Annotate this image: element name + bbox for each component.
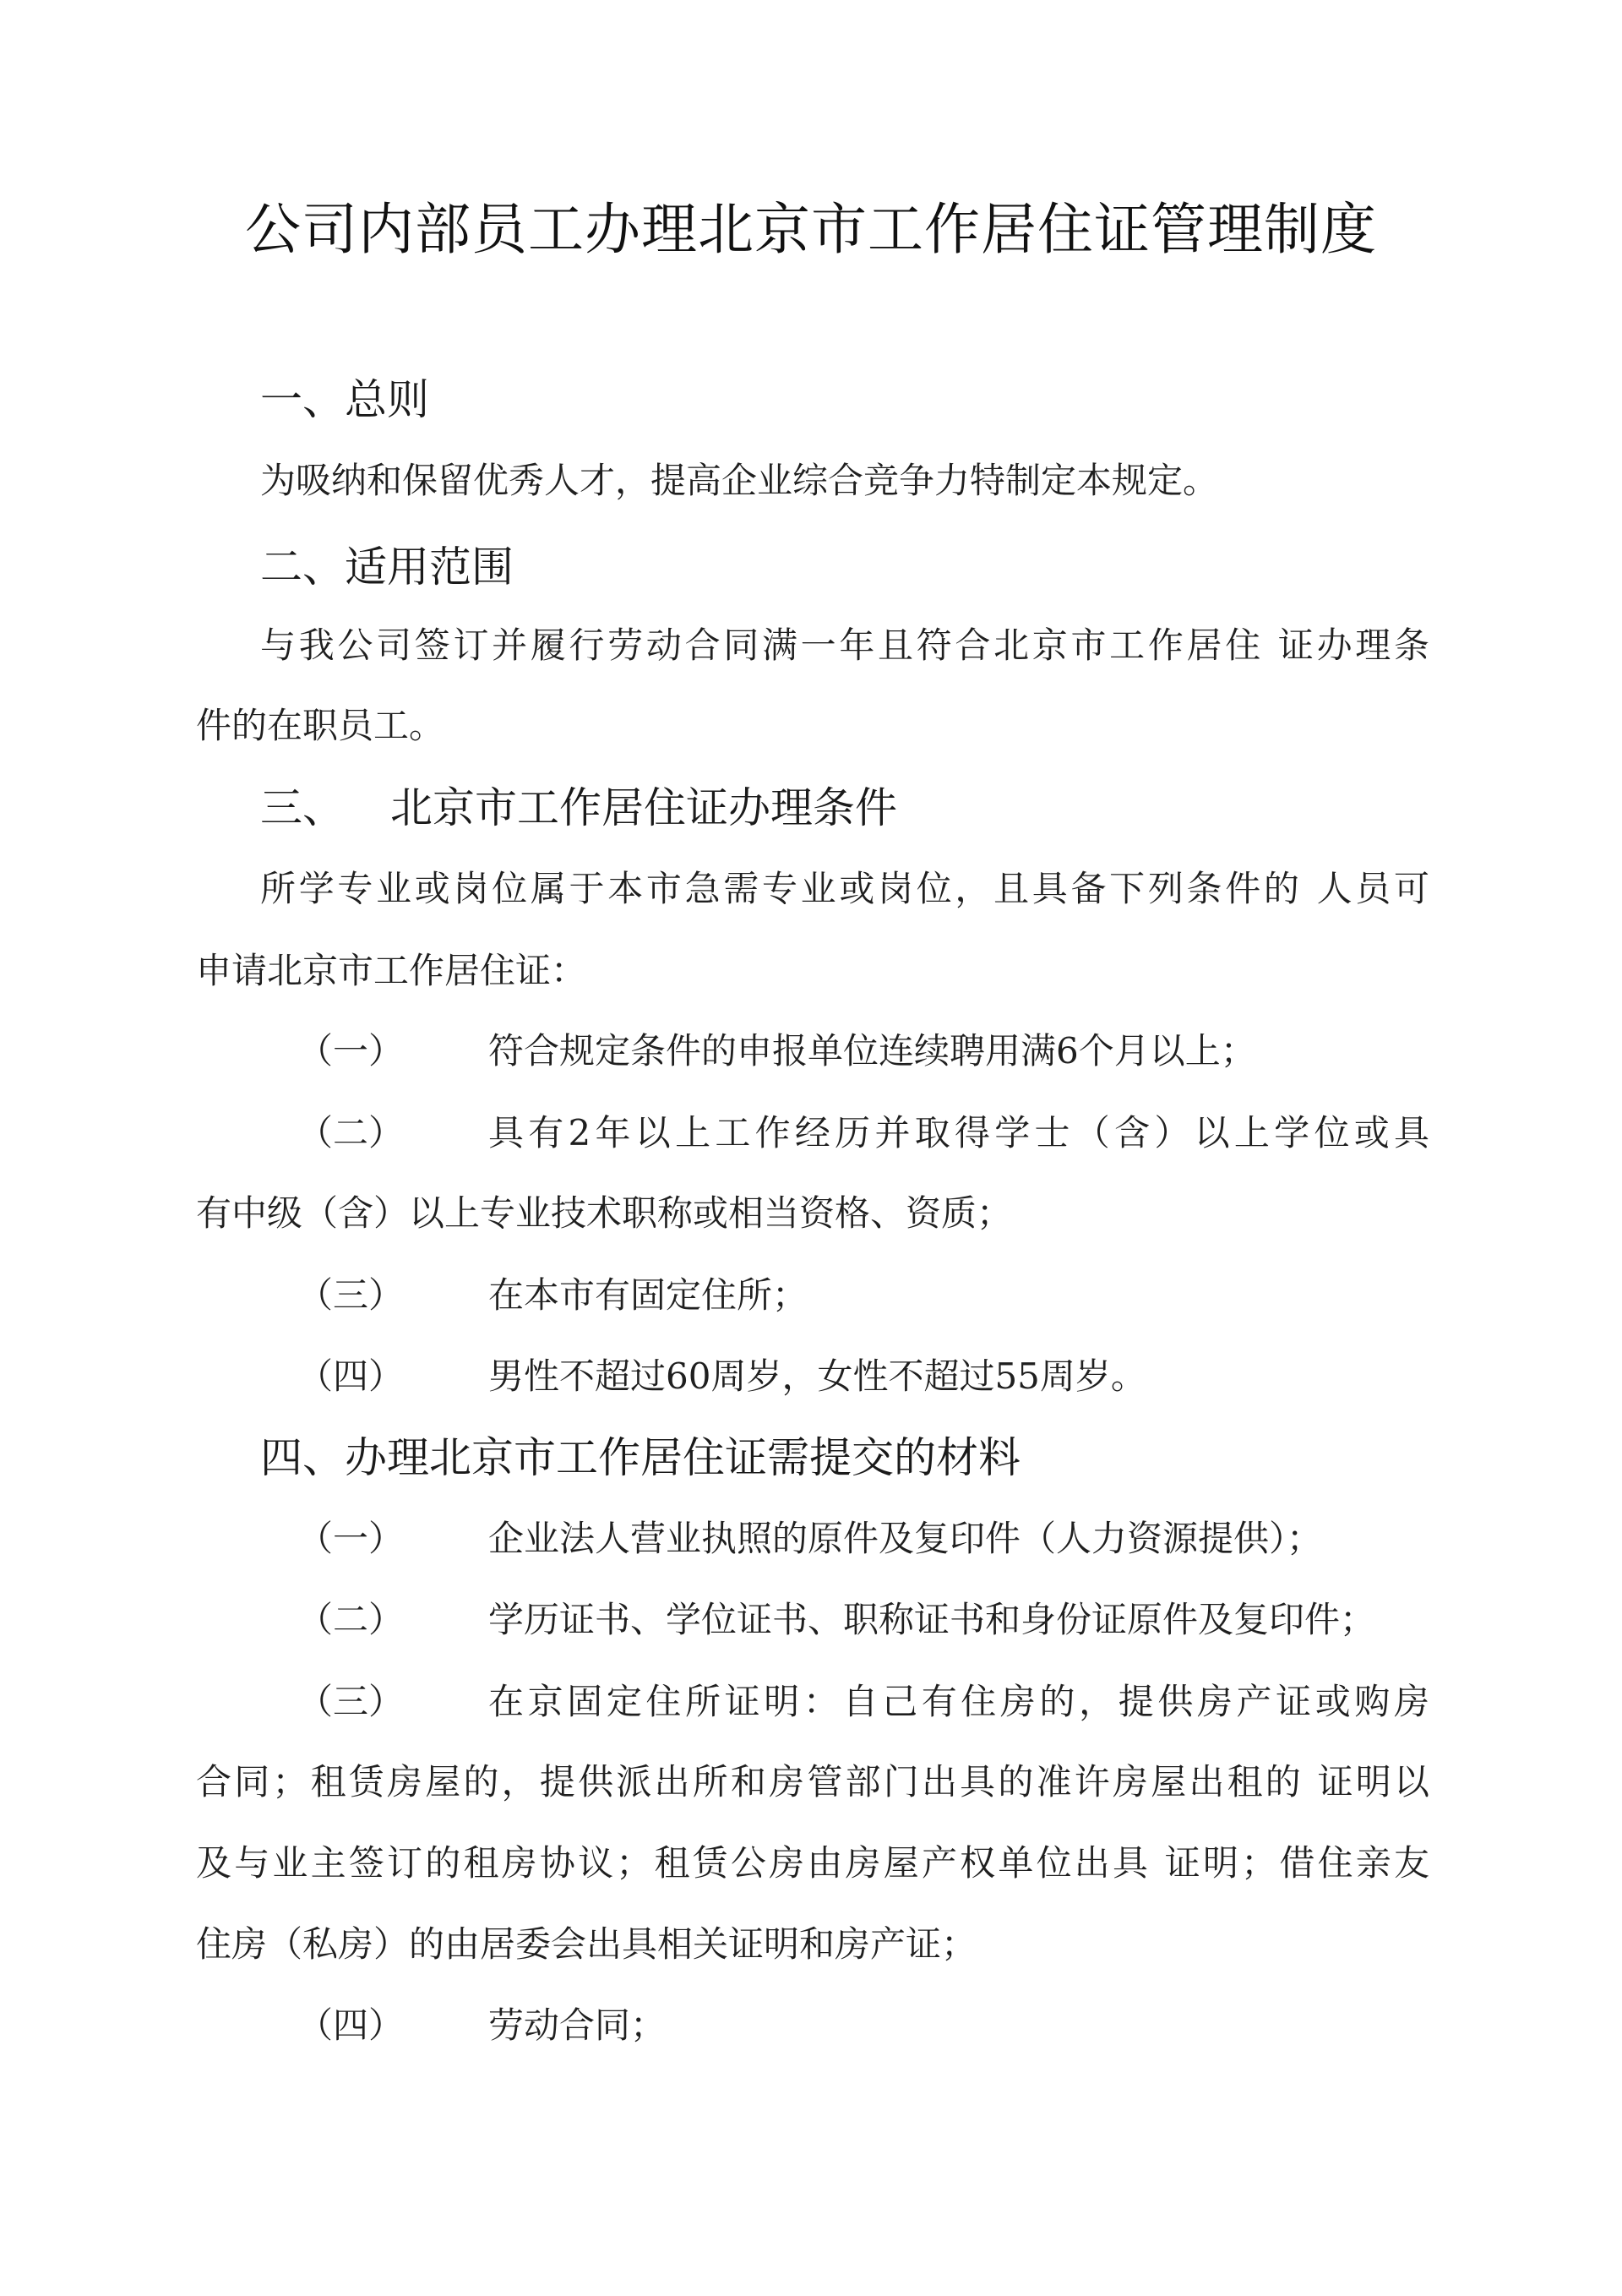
section-3-heading-number: 三、	[260, 783, 345, 832]
section-4-item-4-number: （四）	[297, 2004, 405, 2046]
section-3-item-3-number: （三）	[297, 1274, 405, 1316]
section-1-heading: 一、总则	[260, 375, 429, 424]
document-title: 公司内部员工办理北京市工作居住证管理制度	[245, 197, 1377, 262]
section-4-item-3-number: （三）	[297, 1681, 405, 1722]
section-3-heading-text: 北京市工作居住证办理条件	[390, 783, 897, 832]
section-2-heading: 二、适用范围	[260, 543, 514, 592]
section-3-item-1-number: （一）	[297, 1030, 405, 1072]
section-2-line-1: 与我公司签订并履行劳动合同满一年且符合北京市工作居住 证办理条	[260, 624, 1429, 666]
section-4-item-1-text: 企业法人营业执照的原件及复印件（人力资源提供）；	[488, 1518, 1323, 1559]
section-4-item-2-number: （二）	[297, 1599, 405, 1640]
section-4-item-3-continuation-1: 合同；租赁房屋的，提供派出所和房管部门出具的准许房屋出租的 证明以	[196, 1761, 1429, 1802]
section-3-item-3-text: 在本市有固定住所；	[488, 1274, 808, 1316]
section-3-item-4-number: （四）	[297, 1355, 405, 1397]
section-4-item-4-text: 劳动合同；	[488, 2004, 667, 2046]
section-4-item-1-number: （一）	[297, 1518, 405, 1559]
section-3-item-4-text: 男性不超过60周岁，女性不超过55周岁。	[488, 1355, 1146, 1397]
section-4-item-2-text: 学历证书、学位证书、职称证书和身份证原件及复印件；	[488, 1599, 1376, 1640]
section-1-paragraph: 为吸纳和保留优秀人才，提高企业综合竞争力特制定本规定。	[260, 460, 1219, 501]
section-3-intro-line-1: 所学专业或岗位属于本市急需专业或岗位，且具备下列条件的 人员可	[260, 868, 1429, 909]
section-4-item-3-continuation-2: 及与业主签订的租房协议；租赁公房由房屋产权单位出具 证明；借住亲友	[196, 1842, 1429, 1884]
section-3-item-1-text: 符合规定条件的申报单位连续聘用满6个月以上；	[488, 1030, 1256, 1072]
section-4-item-3-text: 在京固定住所证明：自己有住房的，提供房产证或购房	[488, 1681, 1429, 1722]
section-3-item-2-continuation: 有中级（含）以上专业技术职称或相当资格、资质；	[196, 1192, 1013, 1234]
section-3-item-2-text: 具有2年以上工作经历并取得学士（含）以上学位或具	[488, 1112, 1429, 1153]
section-4-item-3-continuation-3: 住房（私房）的由居委会出具相关证明和房产证；	[196, 1923, 977, 1965]
section-2-line-2: 件的在职员工。	[196, 705, 445, 746]
section-4-heading: 四、办理北京市工作居住证需提交的材料	[260, 1433, 1021, 1482]
section-3-item-2-number: （二）	[297, 1112, 405, 1153]
section-3-intro-line-2: 申请北京市工作居住证：	[196, 950, 587, 991]
